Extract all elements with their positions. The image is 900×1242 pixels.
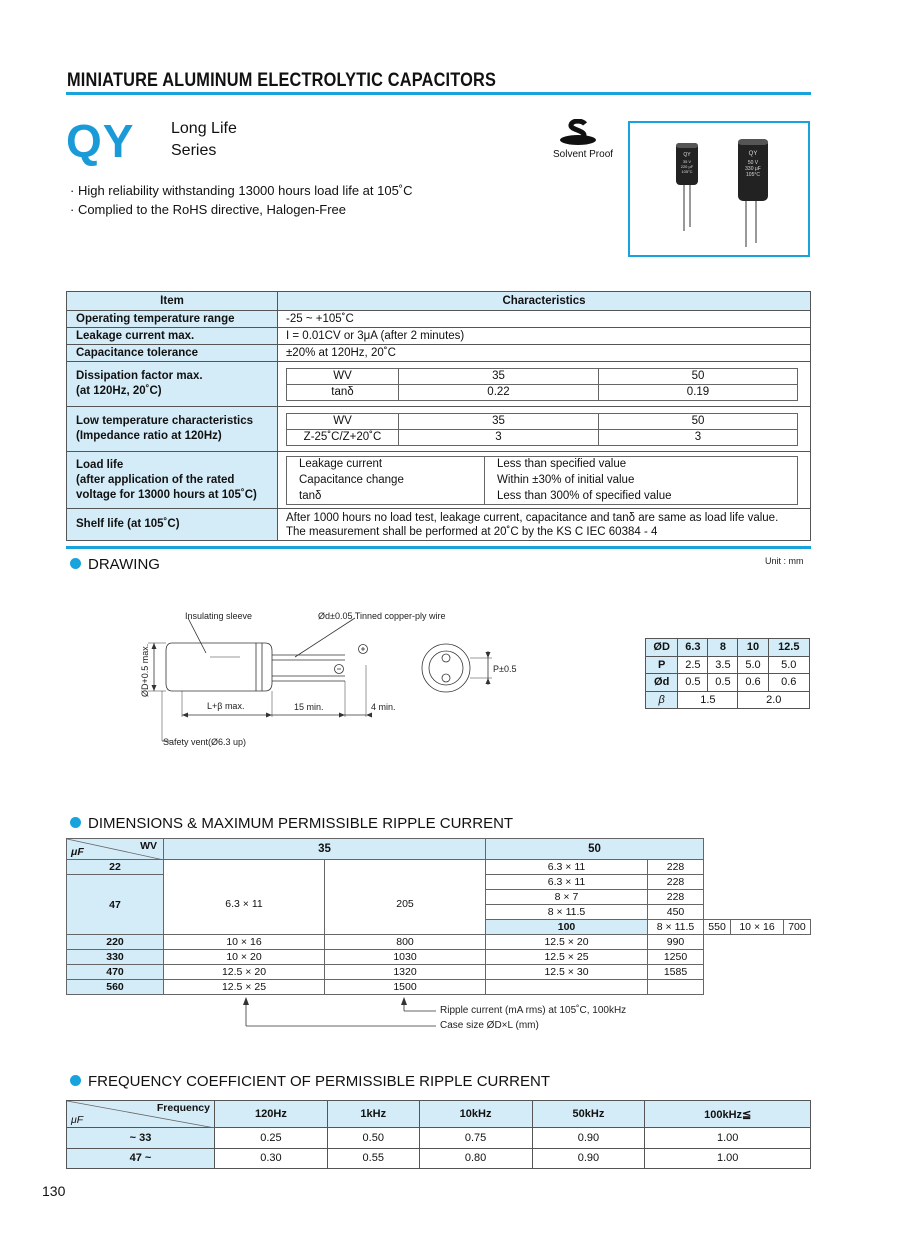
- ripple-current-35: 205: [325, 875, 486, 935]
- ripple-size-50: 12.5 × 20: [486, 935, 648, 950]
- ripple-current-50: 1250: [648, 950, 704, 965]
- label-pitch: P±0.5: [493, 664, 517, 674]
- ripple-cap: 560: [67, 980, 164, 995]
- spec-item-dissipation: [67, 362, 278, 407]
- load-life-r1a: Leakage current: [287, 456, 485, 472]
- ripple-current-50: 450: [648, 905, 704, 920]
- series-name-line1: Long Life: [171, 120, 237, 137]
- spec-item-low-temp-l2: (Impedance ratio at 120Hz): [76, 430, 222, 442]
- spec-item-low-temp: [67, 407, 278, 452]
- series-name-line2: Series: [171, 142, 217, 159]
- freq-cell: 1.00: [645, 1148, 811, 1169]
- lead-dimension-table: [645, 638, 810, 709]
- bullet-icon: [70, 817, 81, 828]
- dissipation-tan-label: tanδ: [287, 384, 399, 400]
- phi-beta-b: 2.0: [738, 691, 810, 709]
- page-number: 130: [42, 1183, 66, 1199]
- phi-row1-c1: 2.5: [678, 656, 708, 674]
- ripple-heading: [70, 815, 513, 832]
- freq-corner-bottom: μF: [71, 1114, 84, 1126]
- table-row: [67, 950, 811, 965]
- low-temp-z-35: 3: [399, 429, 599, 445]
- drawing-heading-text: DRAWING: [88, 556, 160, 573]
- ripple-cap: 470: [67, 965, 164, 980]
- ripple-current-50: 700: [783, 920, 810, 935]
- phi-row0-c2: 8: [708, 639, 738, 657]
- dissipation-tan-50: 0.19: [599, 384, 798, 400]
- table-row: [67, 860, 811, 875]
- spec-head-characteristics: Characteristics: [278, 292, 811, 311]
- ripple-size-35: 8 × 11.5: [648, 920, 704, 935]
- ripple-wv-35: 35: [164, 839, 486, 860]
- phi-row2-c3: 0.6: [738, 674, 768, 692]
- frequency-heading: [70, 1073, 550, 1090]
- ripple-cap: 22: [67, 860, 164, 875]
- ripple-note-arrows: [230, 996, 450, 1032]
- bullet-icon: [70, 1075, 81, 1086]
- ripple-wv-50: 50: [486, 839, 704, 860]
- freq-cell: 0.80: [419, 1148, 532, 1169]
- ripple-size-35: 10 × 16: [164, 935, 325, 950]
- feature-1: · High reliability withstanding 13000 hours load life at 105˚C: [70, 183, 413, 198]
- label-lead: 15 min.: [294, 702, 324, 712]
- ripple-uf-label: μF: [71, 846, 84, 858]
- spec-item-dissipation-l1: Dissipation factor max.: [76, 370, 203, 382]
- ripple-heading-text: DIMENSIONS & MAXIMUM PERMISSIBLE RIPPLE CURRENT: [88, 815, 514, 832]
- freq-col-10khz: 10kHz: [419, 1101, 532, 1128]
- dissipation-wv-50: 50: [599, 368, 798, 384]
- solvent-proof-label: Solvent Proof: [553, 149, 614, 160]
- freq-cell: 0.75: [419, 1128, 532, 1149]
- ripple-size-35: 12.5 × 25: [164, 980, 325, 995]
- phi-beta-label: β: [646, 691, 678, 709]
- ripple-cap: 220: [67, 935, 164, 950]
- photo-cap2-line2: 330 μF: [745, 166, 761, 172]
- ripple-wv-label: WV: [140, 840, 157, 852]
- table-row: [67, 875, 811, 890]
- table-row: [67, 965, 811, 980]
- ripple-size-50: 8 × 7: [486, 890, 648, 905]
- photo-cap1-line3: 105°C: [681, 169, 693, 174]
- solvent-proof-icon: [558, 119, 598, 147]
- photo-cap2-line3: 105°C: [746, 172, 760, 178]
- load-life-r3a: tanδ: [287, 488, 485, 504]
- photo-cap2-brand: QY: [748, 151, 758, 157]
- capacitor-photo-icon: [630, 123, 808, 255]
- ripple-size-50: 10 × 16: [731, 920, 784, 935]
- shelf-line2: The measurement shall be performed at 20˚C by the KS C IEC 60384 - 4: [286, 525, 658, 538]
- low-temp-wv-label: WV: [287, 413, 399, 429]
- table-row: [67, 980, 811, 995]
- capacitor-drawing: [130, 605, 530, 755]
- ripple-size-50: 12.5 × 25: [486, 950, 648, 965]
- ripple-table: [66, 838, 811, 995]
- frequency-heading-text: FREQUENCY COEFFICIENT OF PERMISSIBLE RIPPLE CURRENT: [88, 1073, 551, 1090]
- ripple-size-35: 6.3 × 11: [164, 875, 325, 935]
- freq-corner: [67, 1101, 215, 1128]
- phi-row0-label: ØD: [646, 639, 678, 657]
- spec-item-low-temp-l1: Low temperature characteristics: [76, 415, 254, 427]
- feature-2: · Complied to the RoHS directive, Halogen-Free: [70, 202, 347, 217]
- load-life-r3b: Less than 300% of specified value: [485, 488, 798, 504]
- table-row: [67, 935, 811, 950]
- spec-value-op-temp: -25 ~ +105˚C: [278, 311, 811, 328]
- load-life-r2a: Capacitance change: [287, 472, 485, 488]
- ripple-size-50: 8 × 11.5: [486, 905, 648, 920]
- ripple-note-current: Ripple current (mA rms) at 105˚C, 100kHz: [440, 1005, 627, 1016]
- label-sleeve: Insulating sleeve: [185, 611, 253, 621]
- photo-cap2-line1: 50 V: [747, 160, 759, 166]
- phi-row2-c1: 0.5: [678, 674, 708, 692]
- ripple-current-35: 550: [704, 920, 731, 935]
- table-row: [67, 1148, 811, 1169]
- spec-item-load-life-l3: voltage for 13000 hours at 105˚C): [76, 488, 257, 501]
- freq-col-50khz: 50kHz: [532, 1101, 645, 1128]
- document-title: MINIATURE ALUMINUM ELECTROLYTIC CAPACITORS: [67, 70, 497, 91]
- phi-row2-label: Ød: [646, 674, 678, 692]
- freq-col-120hz: 120Hz: [215, 1101, 328, 1128]
- spec-value-leakage: I = 0.01CV or 3μA (after 2 minutes): [278, 328, 811, 345]
- spec-item-op-temp: Operating temperature range: [67, 311, 278, 328]
- drawing-rule: [66, 546, 811, 549]
- phi-row0-c4: 12.5: [768, 639, 809, 657]
- spec-item-cap-tol: Capacitance tolerance: [67, 345, 278, 362]
- spec-item-dissipation-l2: (at 120Hz, 20˚C): [76, 385, 162, 397]
- frequency-table: [66, 1100, 811, 1169]
- freq-cell: 1.00: [645, 1128, 811, 1149]
- spec-value-shelf: [278, 509, 811, 541]
- ripple-cap: 47: [67, 875, 164, 935]
- dissipation-wv-label: WV: [287, 368, 399, 384]
- freq-cell: 0.30: [215, 1148, 328, 1169]
- phi-row2-c4: 0.6: [768, 674, 809, 692]
- label-vent: Safety vent(Ø6.3 up): [163, 737, 247, 747]
- ripple-size-35: [164, 860, 325, 875]
- phi-row0-c3: 10: [738, 639, 768, 657]
- label-length: L+β max.: [207, 701, 245, 711]
- label-gap: 4 min.: [371, 702, 396, 712]
- label-wire: Ød±0.05 Tinned copper-ply wire: [318, 611, 446, 621]
- drawing-unit: Unit : mm: [765, 556, 804, 566]
- phi-row1-label: P: [646, 656, 678, 674]
- dissipation-wv-35: 35: [399, 368, 599, 384]
- ripple-current-35: [325, 860, 486, 875]
- drawing-heading: [70, 556, 160, 573]
- spec-item-shelf: Shelf life (at 105˚C): [67, 509, 278, 541]
- freq-cell: 0.90: [532, 1128, 645, 1149]
- freq-row-label: 47 ~: [67, 1148, 215, 1169]
- ripple-size-35: 10 × 20: [164, 950, 325, 965]
- freq-cell: 0.55: [327, 1148, 419, 1169]
- spec-item-load-life-l1: Load life: [76, 458, 124, 471]
- phi-row2-c2: 0.5: [708, 674, 738, 692]
- freq-cell: 0.25: [215, 1128, 328, 1149]
- low-temp-z-label: Z-25˚C/Z+20˚C: [287, 429, 399, 445]
- phi-beta-a: 1.5: [678, 691, 738, 709]
- phi-row1-c3: 5.0: [738, 656, 768, 674]
- photo-cap1-brand: QY: [683, 152, 691, 158]
- photo-cap1-line2: 220 μF: [680, 164, 694, 169]
- ripple-corner: [67, 839, 164, 860]
- shelf-line1: After 1000 hours no load test, leakage current, capacitance and tanδ are same as load life value.: [286, 511, 779, 524]
- title-rule: [66, 92, 811, 95]
- product-photo: [628, 121, 810, 257]
- photo-cap1-line1: 35 V: [682, 159, 692, 164]
- load-life-subtable: [286, 456, 798, 505]
- ripple-size-50: 6.3 × 11: [486, 860, 648, 875]
- ripple-cap: 100: [486, 920, 648, 935]
- spec-item-load-life: [67, 452, 278, 509]
- freq-row-label: ~ 33: [67, 1128, 215, 1149]
- spec-value-dissipation: [278, 362, 811, 407]
- freq-corner-top: Frequency: [156, 1102, 210, 1114]
- ripple-current-50: 228: [648, 890, 704, 905]
- ripple-current-35: 1320: [325, 965, 486, 980]
- freq-col-1khz: 1kHz: [327, 1101, 419, 1128]
- ripple-current-35: 800: [325, 935, 486, 950]
- spec-value-load-life: [278, 452, 811, 509]
- low-temp-subtable: [286, 413, 798, 446]
- load-life-r2b: Within ±30% of initial value: [485, 472, 798, 488]
- bullet-icon: [70, 558, 81, 569]
- ripple-size-50: 6.3 × 11: [486, 875, 648, 890]
- characteristics-table: [66, 291, 811, 541]
- low-temp-z-50: 3: [599, 429, 798, 445]
- ripple-cap: 330: [67, 950, 164, 965]
- ripple-size-50: 12.5 × 30: [486, 965, 648, 980]
- ripple-current-50: 228: [648, 875, 704, 890]
- freq-cell: 0.90: [532, 1148, 645, 1169]
- table-row: [67, 1128, 811, 1149]
- ripple-current-35: 1500: [325, 980, 486, 995]
- spec-item-load-life-l2: (after application of the rated: [76, 473, 235, 486]
- spec-value-low-temp: [278, 407, 811, 452]
- low-temp-wv-50: 50: [599, 413, 798, 429]
- phi-row1-c4: 5.0: [768, 656, 809, 674]
- ripple-current-50: [648, 980, 704, 995]
- label-diameter: ØD+0.5 max.: [140, 643, 150, 697]
- ripple-current-50: 228: [648, 860, 704, 875]
- dissipation-subtable: [286, 368, 798, 401]
- ripple-size-35: 12.5 × 20: [164, 965, 325, 980]
- freq-cell: 0.50: [327, 1128, 419, 1149]
- ripple-note-case: Case size ØD×L (mm): [440, 1020, 539, 1031]
- ripple-current-50: 1585: [648, 965, 704, 980]
- dissipation-tan-35: 0.22: [399, 384, 599, 400]
- ripple-size-50: [486, 980, 648, 995]
- ripple-current-50: 990: [648, 935, 704, 950]
- spec-item-leakage: Leakage current max.: [67, 328, 278, 345]
- series-code: QY: [66, 115, 135, 167]
- freq-col-100khz: 100kHz≦: [645, 1101, 811, 1128]
- low-temp-wv-35: 35: [399, 413, 599, 429]
- phi-row0-c1: 6.3: [678, 639, 708, 657]
- spec-head-item: Item: [67, 292, 278, 311]
- phi-row1-c2: 3.5: [708, 656, 738, 674]
- ripple-current-35: 1030: [325, 950, 486, 965]
- spec-value-cap-tol: ±20% at 120Hz, 20˚C: [278, 345, 811, 362]
- load-life-r1b: Less than specified value: [485, 456, 798, 472]
